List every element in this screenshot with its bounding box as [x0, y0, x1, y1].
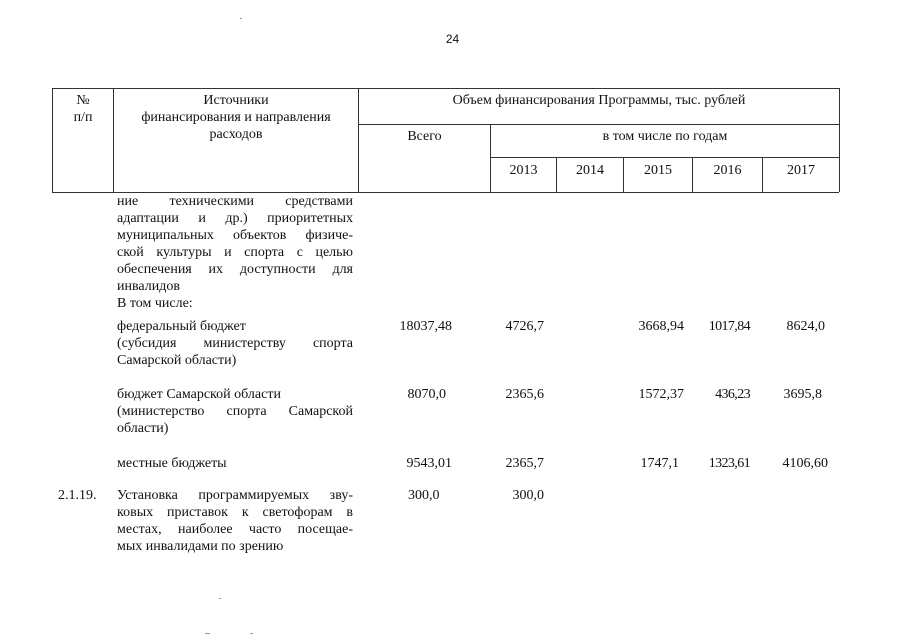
cell-2015: 3668,94 — [638, 319, 684, 334]
cell-2013: 300,0 — [512, 488, 544, 503]
table-row-regional-budget: бюджет Самарской области (министерство спорта Самарской области) — [117, 387, 353, 436]
header-col-number: № п/п — [73, 93, 93, 125]
header-col-volume: Объем финансирования Программы, тыс. рублей — [452, 93, 746, 108]
header-col-source: Источники финансирования и направления расходов — [141, 93, 331, 142]
cell-total: 8070,0 — [407, 387, 446, 402]
header-year-2017: 2017 — [787, 163, 815, 178]
including-label: В том числе: — [117, 296, 193, 311]
cell-2013: 4726,7 — [505, 319, 544, 334]
cell-2013: 2365,7 — [505, 456, 544, 471]
cell-2015: 1747,1 — [640, 456, 679, 471]
header-year-2014: 2014 — [576, 163, 604, 178]
header-year-2016: 2016 — [713, 163, 742, 178]
cell-total: 9543,01 — [406, 456, 452, 471]
header-col-total: Всего — [407, 129, 442, 144]
scan-speck — [240, 18, 242, 19]
cell-2016: 436,23 — [715, 387, 750, 402]
scan-speck — [250, 633, 253, 634]
cell-2016: 1017,84 — [708, 319, 750, 334]
scan-speck — [219, 598, 221, 599]
cell-2016: 1323,61 — [708, 456, 750, 471]
cell-2017: 3695,8 — [783, 387, 822, 402]
cell-total: 300,0 — [408, 488, 440, 503]
header-year-2015: 2015 — [644, 163, 672, 178]
cell-total: 18037,48 — [399, 319, 452, 334]
continuation-text: ние техническими средствами адаптации и др.) приоритетных муниципальных объектов физиче- ской культуры и спорта с целью обеспечения их доступности для инвалидов В том числе: — [117, 194, 353, 311]
header-year-2013: 2013 — [509, 163, 538, 178]
header-col-years-group: в том числе по годам — [602, 129, 728, 144]
scan-speck — [205, 633, 210, 634]
cell-2013: 2365,6 — [505, 387, 544, 402]
table-row-local-budgets: местные бюджеты — [117, 456, 227, 471]
row-number: 2.1.19. — [58, 488, 97, 503]
cell-2015: 1572,37 — [638, 387, 684, 402]
cell-2017: 4106,60 — [782, 456, 828, 471]
table-row-item-2-1-19: Установка программируемых зву- ковых приставок к светофорам в местах, наиболее часто посещае- мых инвалидами по зрению — [117, 488, 353, 554]
cell-2017: 8624,0 — [786, 319, 825, 334]
page-number: 24 — [445, 32, 460, 46]
table-row-federal-budget: федеральный бюджет (субсидия министерству спорта Самарской области) — [117, 319, 353, 368]
